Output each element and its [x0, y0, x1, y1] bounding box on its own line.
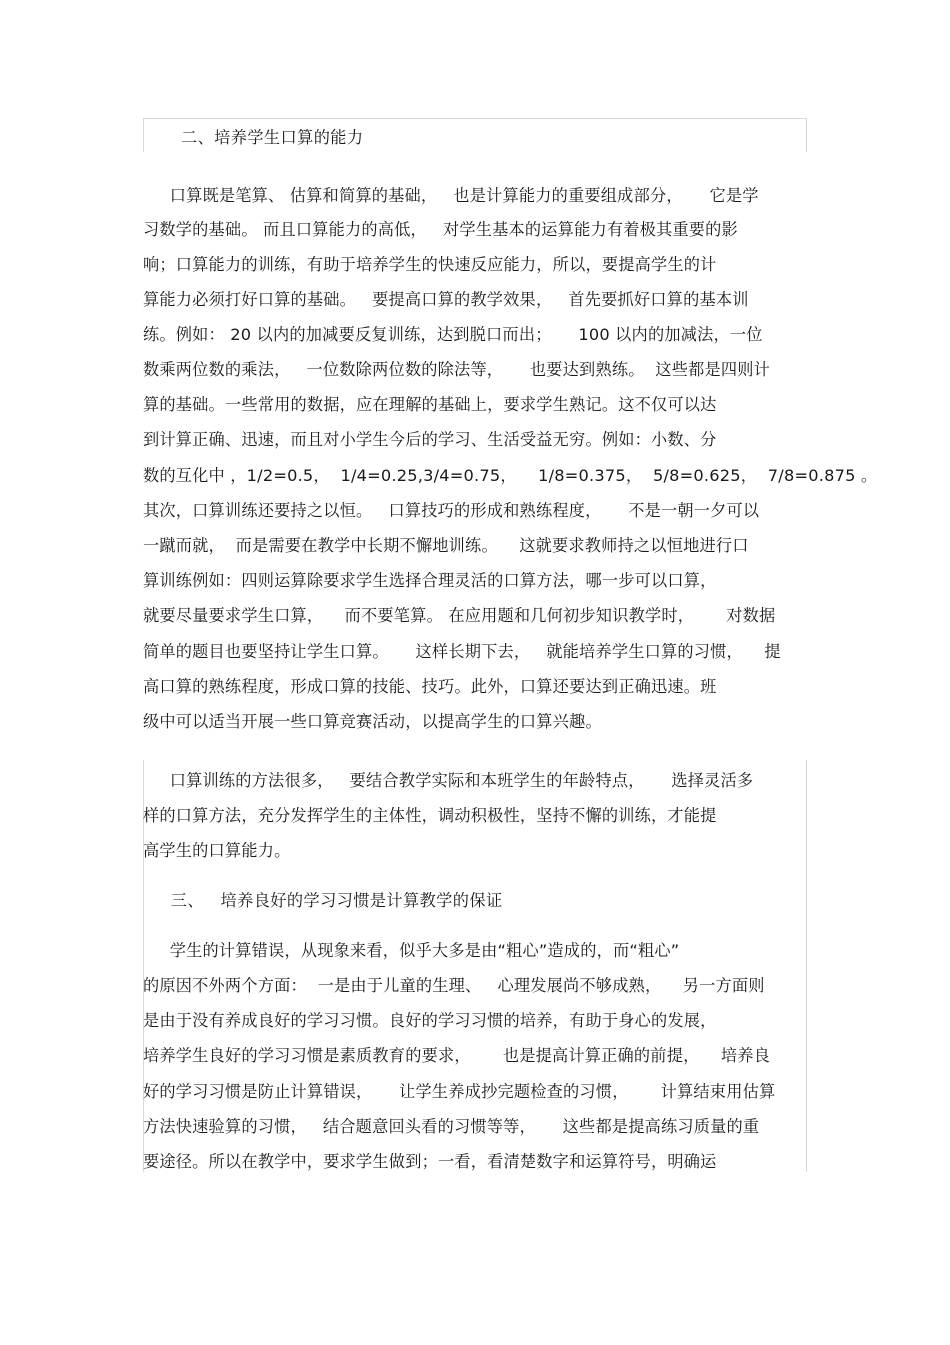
paragraph-line: 练。例如： 20 以内的加减要反复训练，达到脱口而出； 100 以内的加减法，一位: [143, 325, 763, 344]
paragraph-line: 高口算的熟练程度，形成口算的技能、技巧。此外，口算还要达到正确迅速。班: [143, 677, 717, 696]
paragraph-line: 数乘两位数的乘法， 一位数除两位数的除法等， 也要达到熟练。 这些都是四则计: [143, 360, 771, 379]
paragraph-line: 学生的计算错误，从现象来看，似乎大多是由“粗心”造成的，而“粗心”: [143, 941, 680, 960]
paragraph-line: 的原因不外两个方面： 一是由于儿童的生理、 心理发展尚不够成熟， 另一方面则: [143, 976, 765, 995]
paragraph-line: 到计算正确、迅速，而且对小学生今后的学习、生活受益无穷。例如：小数、分: [143, 430, 717, 449]
section-heading: 三、 培养良好的学习习惯是计算教学的保证: [143, 891, 503, 910]
paragraph-line: 习数学的基础。 而且口算能力的高低， 对学生基本的运算能力有着极其重要的影: [143, 220, 738, 239]
paragraph-line: 其次，口算训练还要持之以恒。 口算技巧的形成和熟练程度， 不是一朝一夕可以: [143, 501, 760, 520]
paragraph-line: 方法快速验算的习惯， 结合题意回头看的习惯等等， 这些都是提高练习质量的重: [143, 1117, 760, 1136]
paragraph-line: 响；口算能力的训练，有助于培养学生的快速反应能力，所以，要提高学生的计: [143, 255, 717, 274]
paragraph-line: 是由于没有养成良好的学习习惯。良好的学习习惯的培养，有助于身心的发展，: [143, 1011, 717, 1030]
frame-top-rule: [143, 118, 807, 119]
paragraph-line: 培养学生良好的学习习惯是素质教育的要求， 也是提高计算正确的前提， 培养良: [143, 1046, 771, 1065]
paragraph-line: 算训练例如：四则运算除要求学生选择合理灵活的口算方法，哪一步可以口算，: [143, 571, 717, 590]
frame-right-rule-lower: [806, 760, 807, 1172]
paragraph-line: 高学生的口算能力。: [143, 841, 291, 860]
paragraph-line: 算能力必须打好口算的基础。 要提高口算的教学效果， 首先要抓好口算的基本训: [143, 290, 749, 309]
frame-left-rule-top: [143, 118, 144, 152]
paragraph-line: 数的互化中 ，1/2=0.5， 1/4=0.25,3/4=0.75， 1/8=0.375， 5/8=0.625， 7/8=0.875 。: [143, 466, 878, 485]
paragraph-line: 要途径。所以在教学中，要求学生做到；一看，看清楚数字和运算符号，明确运: [143, 1152, 717, 1171]
paragraph-line: 口算既是笔算、 估算和简算的基础， 也是计算能力的重要组成部分， 它是学: [143, 186, 759, 205]
paragraph-line: 就要尽量要求学生口算， 而不要笔算。 在应用题和几何初步知识教学时， 对数据: [143, 606, 776, 625]
paragraph-line: 好的学习习惯是防止计算错误， 让学生养成抄完题检查的习惯， 计算结束用估算: [143, 1082, 776, 1101]
paragraph-line: 级中可以适当开展一些口算竞赛活动，以提高学生的口算兴趣。: [143, 712, 602, 731]
frame-right-rule-top: [806, 118, 807, 152]
paragraph-line: 样的口算方法，充分发挥学生的主体性，调动积极性，坚持不懈的训练，才能提: [143, 806, 717, 825]
paragraph-line: 一蹴而就， 而是需要在教学中长期不懈地训练。 这就要求教师持之以恒地进行口: [143, 536, 749, 555]
paragraph-line: 算的基础。一些常用的数据，应在理解的基础上，要求学生熟记。这不仅可以达: [143, 395, 717, 414]
paragraph-line: 口算训练的方法很多， 要结合教学实际和本班学生的年龄特点， 选择灵活多: [143, 771, 754, 790]
paragraph-line: 简单的题目也要坚持让学生口算。 这样长期下去， 就能培养学生口算的习惯， 提: [143, 642, 781, 661]
section-heading: 二、培养学生口算的能力: [181, 128, 364, 147]
